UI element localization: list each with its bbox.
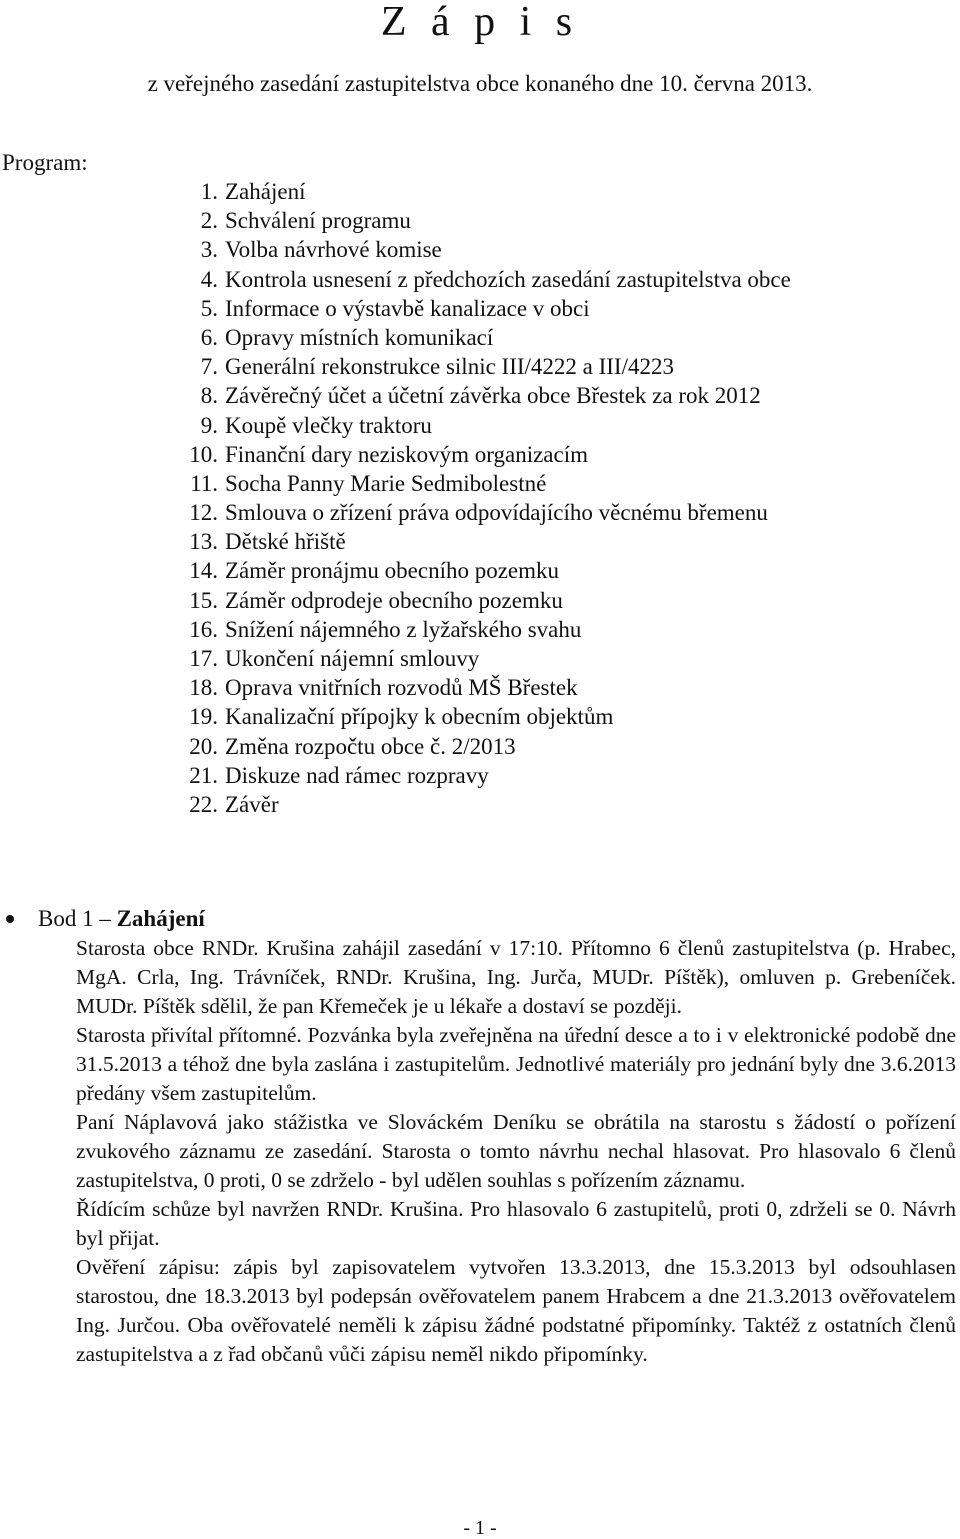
program-item-number: 16. bbox=[189, 616, 218, 642]
program-item-text: Kanalizační přípojky k obecním objektům bbox=[225, 704, 614, 730]
program-item-text: Generální rekonstrukce silnic III/4222 a III/4223 bbox=[225, 354, 674, 380]
program-item-text: Schválení programu bbox=[225, 208, 411, 234]
program-item-text: Volba návrhové komise bbox=[225, 237, 442, 263]
program-label: Program: bbox=[2, 150, 88, 175]
program-item-number: 10. bbox=[189, 441, 218, 467]
program-item-number: 20. bbox=[189, 733, 218, 759]
program-item-text: Kontrola usnesení z předchozích zasedání zastupitelstva obce bbox=[225, 266, 791, 292]
program-item-number: 15. bbox=[189, 587, 218, 613]
program-item-text: Diskuze nad rámec rozpravy bbox=[225, 762, 489, 788]
program-item-text: Závěr bbox=[225, 791, 279, 817]
program-item-number: 5. bbox=[200, 295, 218, 321]
program-item-text: Smlouva o zřízení práva odpovídajícího věcnému břemenu bbox=[225, 500, 768, 526]
paragraph: Starosta přivítal přítomné. Pozvánka byla zveřejněna na úřední desce a to i v elektronické podobě dne 31.5.2013 a téhož dne byla zaslána i zastupitelům. Jednotlivé materiály pro jednání byly dne 3.6.2013 předány všem zastupitelům. bbox=[76, 1023, 956, 1105]
document-title: Z á p i s bbox=[380, 0, 580, 45]
program-item-number: 19. bbox=[189, 704, 218, 730]
program-item-number: 12. bbox=[189, 500, 218, 526]
bod-1-prefix: Bod 1 – bbox=[38, 906, 117, 931]
paragraph: Starosta obce RNDr. Krušina zahájil zasedání v 17:10. Přítomno 6 členů zastupitelstva (p. Hrabec, MgA. Crla, Ing. Trávníček, RNDr. Krušina, Ing. Jurča, MUDr. Píštěk), omluven p. Grebeníček. MUDr. Píštěk sdělil, že pan Křemeček je u lékaře a dostaví se později. bbox=[76, 936, 956, 1018]
program-item-text: Záměr odprodeje obecního pozemku bbox=[225, 587, 563, 613]
program-item-number: 11. bbox=[190, 470, 218, 496]
program-item-text: Oprava vnitřních rozvodů MŠ Břestek bbox=[225, 675, 578, 701]
program-item-number: 7. bbox=[200, 354, 218, 380]
program-item-number: 18. bbox=[189, 675, 218, 701]
program-item-text: Změna rozpočtu obce č. 2/2013 bbox=[225, 733, 516, 759]
program-item-number: 8. bbox=[200, 383, 218, 409]
program-item-text: Snížení nájemného z lyžařského svahu bbox=[225, 616, 582, 642]
bullet-icon bbox=[6, 915, 14, 923]
program-item-text: Ukončení nájemní smlouvy bbox=[225, 646, 480, 671]
program-item-number: 21. bbox=[189, 762, 218, 788]
program-item-text: Záměr pronájmu obecního pozemku bbox=[225, 558, 560, 584]
program-item-number: 14. bbox=[189, 558, 218, 584]
program-item-number: 2. bbox=[200, 208, 218, 234]
program-item-text: Zahájení bbox=[225, 179, 306, 204]
program-item-number: 22. bbox=[189, 791, 218, 817]
paragraph: Řídícím schůze byl navržen RNDr. Krušina. Pro hlasovalo 6 zastupitelů, proti 0, zdrželi se 0. Návrh byl přijat. bbox=[76, 1197, 956, 1250]
paragraph: Ověření zápisu: zápis byl zapisovatelem vytvořen 13.3.2013, dne 15.3.2013 byl odsouhlasen starostou, dne 18.3.2013 byl podepsán ověřovatelem panem Hrabcem a dne 21.3.2013 ověřovatelem Ing. Jurčou. Oba ověřovatelé neměli k zápisu žádné podstatné připomínky. Taktéž z ostatních členů zastupitelstva a z řad občanů vůči zápisu neměl nikdo připomínky. bbox=[76, 1255, 956, 1366]
program-item-text: Informace o výstavbě kanalizace v obci bbox=[225, 295, 590, 321]
program-item-text: Koupě vlečky traktoru bbox=[225, 412, 432, 438]
bod-1-body bbox=[76, 934, 956, 1369]
bod-1-title: Zahájení bbox=[116, 906, 205, 931]
program-item-number: 17. bbox=[189, 646, 218, 671]
page-number: - 1 - bbox=[463, 1517, 497, 1539]
program-item-text: Opravy místních komunikací bbox=[225, 324, 494, 350]
program-item-number: 3. bbox=[200, 237, 218, 263]
program-item-number: 1. bbox=[200, 179, 218, 204]
program-item-number: 9. bbox=[200, 412, 218, 438]
bod-1-heading bbox=[38, 904, 205, 934]
program-item-text: Dětské hřiště bbox=[225, 529, 346, 555]
paragraph: Paní Náplavová jako stážistka ve Slováckém Deníku se obrátila na starostu s žádostí o pořízení zvukového záznamu ze zasedání. Starosta o tomto návrhu nechal hlasovat. Pro hlasovalo 6 členů zastupitelstva, 0 proti, 0 se zdrželo - byl udělen souhlas s pořízením záznamu. bbox=[76, 1110, 956, 1192]
program-item-number: 4. bbox=[200, 266, 218, 292]
program-item-text: Socha Panny Marie Sedmibolestné bbox=[225, 470, 547, 496]
document-subtitle: z veřejného zasedání zastupitelstva obce konaného dne 10. června 2013. bbox=[147, 71, 813, 96]
program-item-text: Finanční dary neziskovým organizacím bbox=[225, 441, 589, 467]
program-item-number: 6. bbox=[200, 324, 218, 350]
program-item-text: Závěrečný účet a účetní závěrka obce Břestek za rok 2012 bbox=[225, 383, 761, 409]
program-item-number: 13. bbox=[189, 529, 218, 555]
